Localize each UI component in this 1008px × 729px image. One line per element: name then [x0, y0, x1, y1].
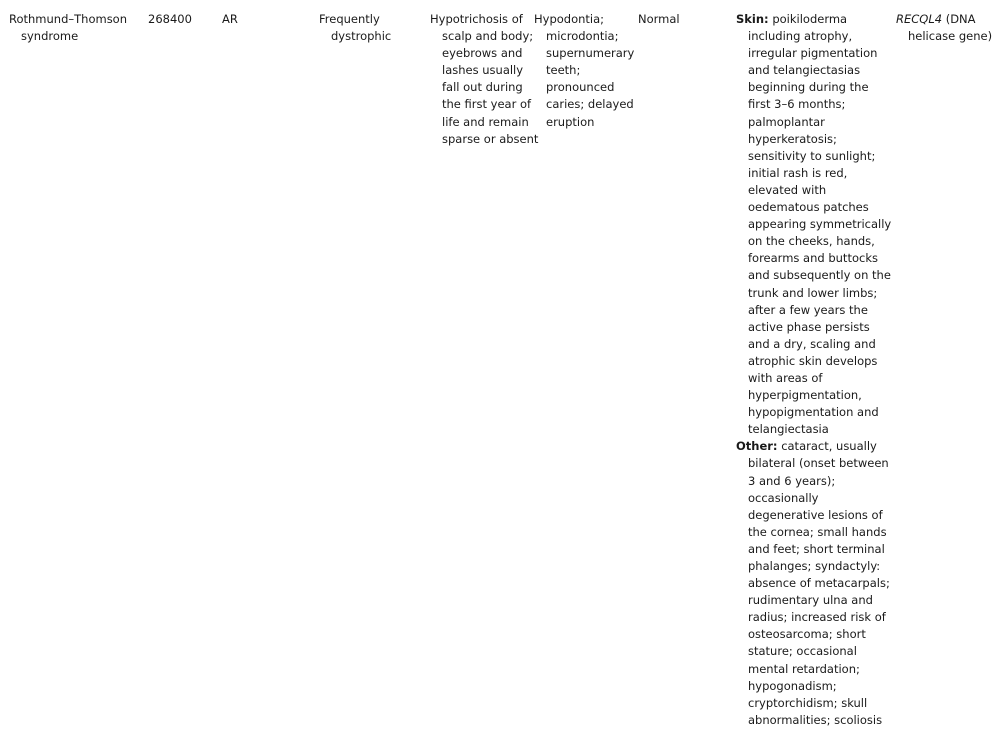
sweat-glands-text: Normal: [638, 12, 680, 26]
teeth-text: Hypodontia; microdontia; supernumerary teeth; pronounced caries; delayed eruption: [534, 12, 635, 129]
other-label: Other:: [736, 439, 778, 454]
hair-cell: [430, 11, 542, 148]
other-features-text: cataract, usually bilateral (onset between 3 and 6 years); occasionally degenerative lesions of the cornea; small hands and feet; short terminal phalanges; syndactyly: absence of metacarpals; rudimentary ulna and radius; increased risk of osteosarcoma; short stature; occasional mental retardation; hypogonadism; cryptorchidism; skull abnormalities; scoliosis: [748, 439, 890, 727]
gene-description: (DNA helicase gene): [908, 12, 993, 44]
omim-cell: [148, 11, 208, 28]
nails-text: Frequently dystrophic: [319, 12, 392, 44]
omim-number: 268400: [148, 12, 192, 26]
other-features-paragraph: [736, 438, 892, 729]
sweat-glands-cell: [638, 11, 718, 28]
syndrome-name: Rothmund–Thomson syndrome: [9, 12, 128, 44]
gene-symbol: RECQL4: [896, 12, 943, 26]
syndrome-name-cell: [9, 11, 146, 45]
hair-text: Hypotrichosis of scalp and body; eyebrows and lashes usually fall out during the first year of life and remain sparse or absent: [430, 12, 539, 146]
skin-features-paragraph: [736, 11, 892, 438]
skin-features-text: poikiloderma including atrophy, irregular pigmentation and telangiectasias beginning during the first 3–6 months; palmoplantar hyperkeratosis; sensitivity to sunlight; initial rash is red, elevated with oedematous patches appearing symmetrically on the cheeks, hands, forearms and buttocks and subsequently on the trunk and lower limbs; after a few years the active phase persists and a dry, scaling and atrophic skin develops with areas of hyperpigmentation, hypopigmentation and telangiectasia: [748, 12, 892, 437]
nails-cell: [319, 11, 431, 45]
inheritance-cell: [222, 11, 282, 28]
teeth-cell: [534, 11, 642, 131]
gene-cell: [896, 11, 1008, 45]
inheritance-mode: AR: [222, 12, 238, 26]
skin-label: Skin:: [736, 12, 769, 26]
other-features-cell: [736, 11, 892, 729]
